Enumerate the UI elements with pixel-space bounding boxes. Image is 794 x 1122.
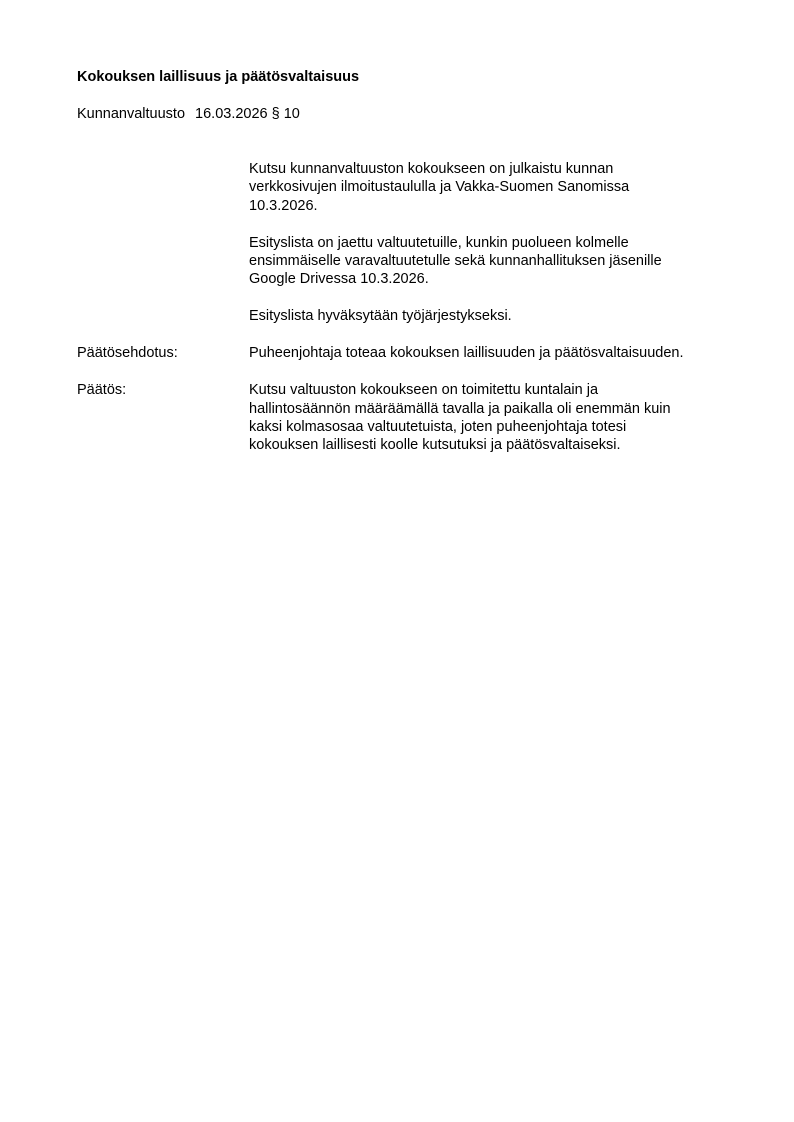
section-title: Kokouksen laillisuus ja päätösvaltaisuus	[77, 69, 360, 85]
text-line: Esityslista hyväksytään työjärjestykseksi.	[249, 308, 512, 324]
text-line: ensimmäiselle varavaltuutetulle sekä kunnanhallituksen jäsenille	[249, 253, 662, 269]
text-line: Esityslista on jaettu valtuutetuille, kunkin puolueen kolmelle	[249, 235, 629, 251]
meeting-body: Kunnanvaltuusto	[77, 106, 186, 122]
text-line: 10.3.2026.	[249, 198, 318, 214]
proposal-text: Puheenjohtaja toteaa kokouksen laillisuuden ja päätösvaltaisuuden.	[249, 345, 684, 361]
text-line: verkkosivujen ilmoitustaululla ja Vakka-Suomen Sanomissa	[249, 179, 630, 195]
meeting-date-section: 16.03.2026 § 10	[195, 106, 300, 122]
decision-text-line: kokouksen laillisesti koolle kutsutuksi ja päätösvaltaiseksi.	[249, 437, 621, 453]
decision-text-line: hallintosäännön määräämällä tavalla ja paikalla oli enemmän kuin	[249, 401, 671, 417]
meeting-reference	[77, 106, 300, 122]
text-line: Google Drivessa 10.3.2026.	[249, 271, 429, 287]
decision-label: Päätös:	[77, 382, 127, 398]
text-line: Kutsu kunnanvaltuuston kokoukseen on julkaistu kunnan	[249, 161, 614, 177]
decision-text-line: Kutsu valtuuston kokoukseen on toimitettu kuntalain ja	[249, 382, 599, 398]
decision-text-line: kaksi kolmasosaa valtuutetuista, joten puheenjohtaja totesi	[249, 419, 627, 435]
proposal-label: Päätösehdotus:	[77, 345, 178, 361]
